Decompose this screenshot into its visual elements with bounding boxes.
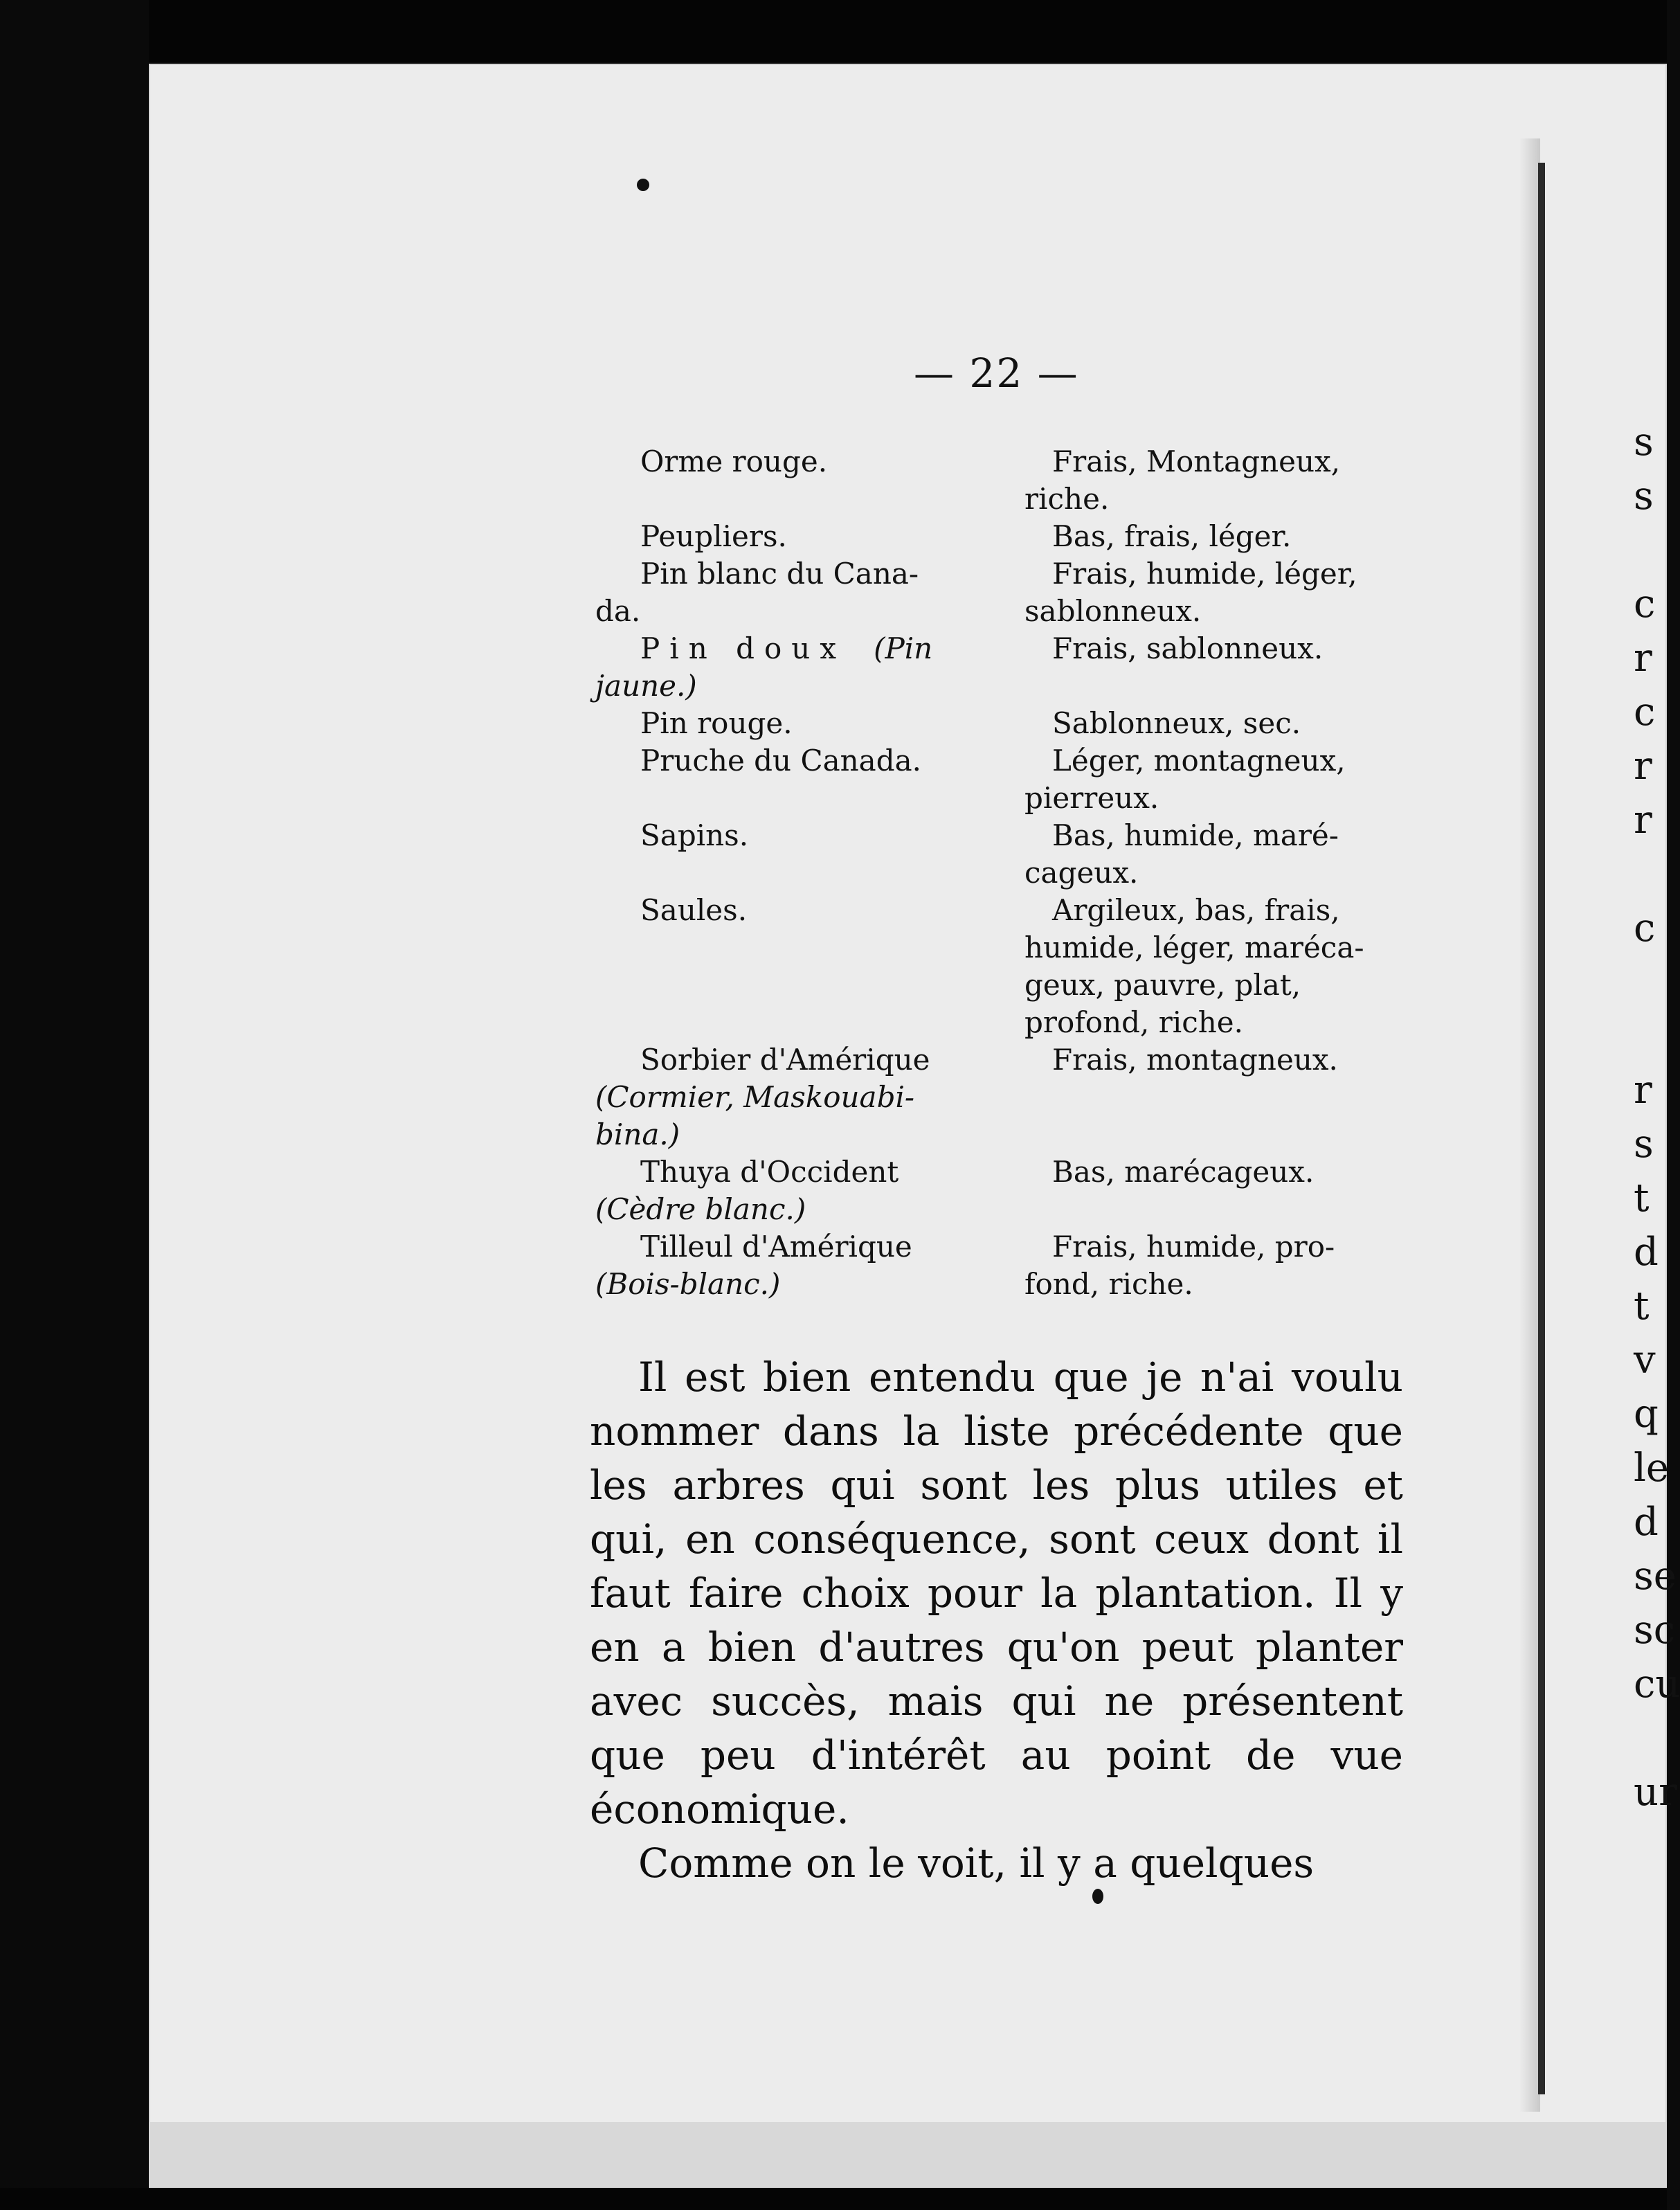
adjacent-letter: c	[1634, 690, 1656, 735]
tree-name-cell	[595, 1228, 1024, 1303]
tree-name-line: Peupliers.	[640, 519, 787, 553]
adjacent-letter: r	[1634, 798, 1652, 843]
tree-name-line: (Cormier, Maskouabi-	[595, 1080, 915, 1114]
scanner-left-border	[0, 0, 149, 2210]
adjacent-letter	[1634, 1712, 1680, 1766]
tree-name-cell	[595, 630, 1024, 705]
ink-dot-bottom	[1092, 1889, 1103, 1904]
tree-name-line: da.	[595, 594, 641, 628]
adjacent-letter: d	[1634, 1500, 1659, 1545]
soil-line: pierreux.	[1024, 781, 1159, 815]
soil-line: Frais, montagneux.	[1052, 1043, 1338, 1077]
tree-name-cell	[595, 1041, 1024, 1153]
body-text	[590, 1350, 1403, 1890]
adjacent-letter: c	[1634, 582, 1656, 627]
soil-cell	[1024, 817, 1426, 892]
soil-line: Bas, marécageux.	[1052, 1155, 1315, 1189]
tree-name-line: Orme rouge.	[640, 444, 828, 478]
tree-name-line	[595, 630, 1024, 667]
table-row	[595, 705, 1426, 742]
tree-name-line: Tilleul d'Amérique	[640, 1230, 912, 1264]
page-edge-line	[1538, 163, 1545, 2094]
soil-cell	[1024, 443, 1426, 518]
adjacent-letter: r	[1634, 1068, 1652, 1113]
soil-line: profond, riche.	[1024, 1005, 1244, 1039]
adjacent-letter: r	[1634, 636, 1652, 681]
tree-soil-table	[595, 443, 1426, 1303]
tree-name-cell	[595, 705, 1024, 742]
tree-name-spaced: Pin doux	[640, 631, 847, 665]
tree-name-italic: (Pin	[874, 631, 933, 665]
table-row	[595, 742, 1426, 817]
tree-name-cell	[595, 443, 1024, 518]
soil-cell	[1024, 555, 1426, 630]
adjacent-letter: se	[1634, 1554, 1677, 1599]
table-row	[595, 1041, 1426, 1153]
soil-line: geux, pauvre, plat,	[1024, 968, 1301, 1002]
tree-name-line: Saules.	[640, 893, 748, 927]
tree-name-cell	[595, 892, 1024, 1041]
tree-name-line: jaune.)	[595, 669, 697, 703]
adjacent-letter: t	[1634, 1176, 1650, 1221]
tree-name-line: Sapins.	[640, 818, 749, 852]
page-bottom-strip	[149, 2122, 1667, 2188]
scanner-bottom-border	[0, 2188, 1667, 2210]
soil-line: fond, riche.	[1024, 1267, 1193, 1301]
tree-name-line: Pin rouge.	[640, 706, 793, 740]
adjacent-letter: r	[1634, 744, 1652, 789]
adjacent-letter: t	[1634, 1284, 1650, 1329]
soil-line: Bas, frais, léger.	[1052, 519, 1292, 553]
tree-name-cell	[595, 817, 1024, 892]
table-row	[595, 1228, 1426, 1303]
soil-cell	[1024, 742, 1426, 817]
soil-cell	[1024, 1228, 1426, 1303]
soil-line: cageux.	[1024, 856, 1139, 890]
table-row	[595, 817, 1426, 892]
adjacent-letter: q	[1634, 1392, 1659, 1437]
soil-line: riche.	[1024, 482, 1110, 516]
table-row	[595, 1153, 1426, 1228]
tree-name-line: (Bois-blanc.)	[595, 1267, 781, 1301]
tree-name-cell	[595, 1153, 1024, 1228]
tree-name-cell	[595, 518, 1024, 555]
ink-dot-top	[637, 179, 649, 191]
soil-line: Sablonneux, sec.	[1052, 706, 1301, 740]
soil-line: Frais, sablonneux.	[1052, 631, 1324, 665]
adjacent-letter: s	[1634, 420, 1654, 465]
adjacent-letter: sc	[1634, 1608, 1676, 1653]
soil-cell	[1024, 892, 1426, 1041]
adjacent-letter: s	[1634, 1122, 1654, 1167]
soil-cell	[1024, 705, 1426, 742]
tree-name-line: Pruche du Canada.	[640, 744, 921, 778]
tree-name-cell	[595, 742, 1024, 817]
adjacent-letter	[1634, 955, 1680, 1009]
soil-line: Frais, Montagneux,	[1052, 444, 1341, 478]
adjacent-letter: d	[1634, 1230, 1659, 1275]
paragraph: Comme on le voit, il y a quelques	[638, 1840, 1315, 1887]
adjacent-letter	[1634, 523, 1680, 577]
tree-name-line: Pin blanc du Cana-	[640, 557, 919, 591]
soil-line: sablonneux.	[1024, 594, 1202, 628]
table-row	[595, 555, 1426, 630]
tree-name-cell	[595, 555, 1024, 630]
adjacent-letter: cu	[1634, 1662, 1680, 1707]
tree-name-line: bina.)	[595, 1117, 680, 1151]
adjacent-letter	[1634, 1009, 1680, 1063]
table-row	[595, 443, 1426, 518]
adjacent-letter: ur	[1634, 1770, 1677, 1815]
soil-line: Argileux, bas, frais,	[1052, 893, 1340, 927]
soil-line: Léger, montagneux,	[1052, 744, 1346, 778]
table-row	[595, 518, 1426, 555]
tree-name-line: Thuya d'Occident	[640, 1155, 899, 1189]
page-gutter-shadow	[1519, 138, 1540, 2112]
soil-cell	[1024, 518, 1426, 555]
scanner-top-border	[0, 0, 1667, 62]
adjacent-letter: s	[1634, 474, 1654, 519]
tree-name-line: Sorbier d'Amérique	[640, 1043, 930, 1077]
adjacent-page-fragment	[1634, 415, 1680, 1820]
soil-cell	[1024, 630, 1426, 705]
table-row	[595, 892, 1426, 1041]
tree-name-line: (Cèdre blanc.)	[595, 1192, 806, 1226]
adjacent-letter	[1634, 847, 1680, 901]
table-row	[595, 630, 1426, 705]
soil-cell	[1024, 1041, 1426, 1153]
soil-line: humide, léger, maréca-	[1024, 931, 1364, 964]
soil-line: Bas, humide, maré-	[1052, 818, 1339, 852]
soil-line: Frais, humide, pro-	[1052, 1230, 1335, 1264]
adjacent-letter: c	[1634, 906, 1656, 951]
adjacent-letter: le	[1634, 1446, 1670, 1491]
page-number: — 22 —	[914, 350, 1079, 397]
adjacent-letter: v	[1634, 1338, 1656, 1383]
paragraph: Il est bien entendu que je n'ai voulu nommer dans la liste précédente que les arbres qui sont les plus utiles et qui, en conséquence, sont ceux dont il faut faire choix pour la plantation. Il y en a bien d'autres qu'on peut planter avec succès, mais qui ne présentent que peu d'intérêt au point de vue économique.	[590, 1354, 1403, 1833]
soil-line: Frais, humide, léger,	[1052, 557, 1357, 591]
soil-cell	[1024, 1153, 1426, 1228]
